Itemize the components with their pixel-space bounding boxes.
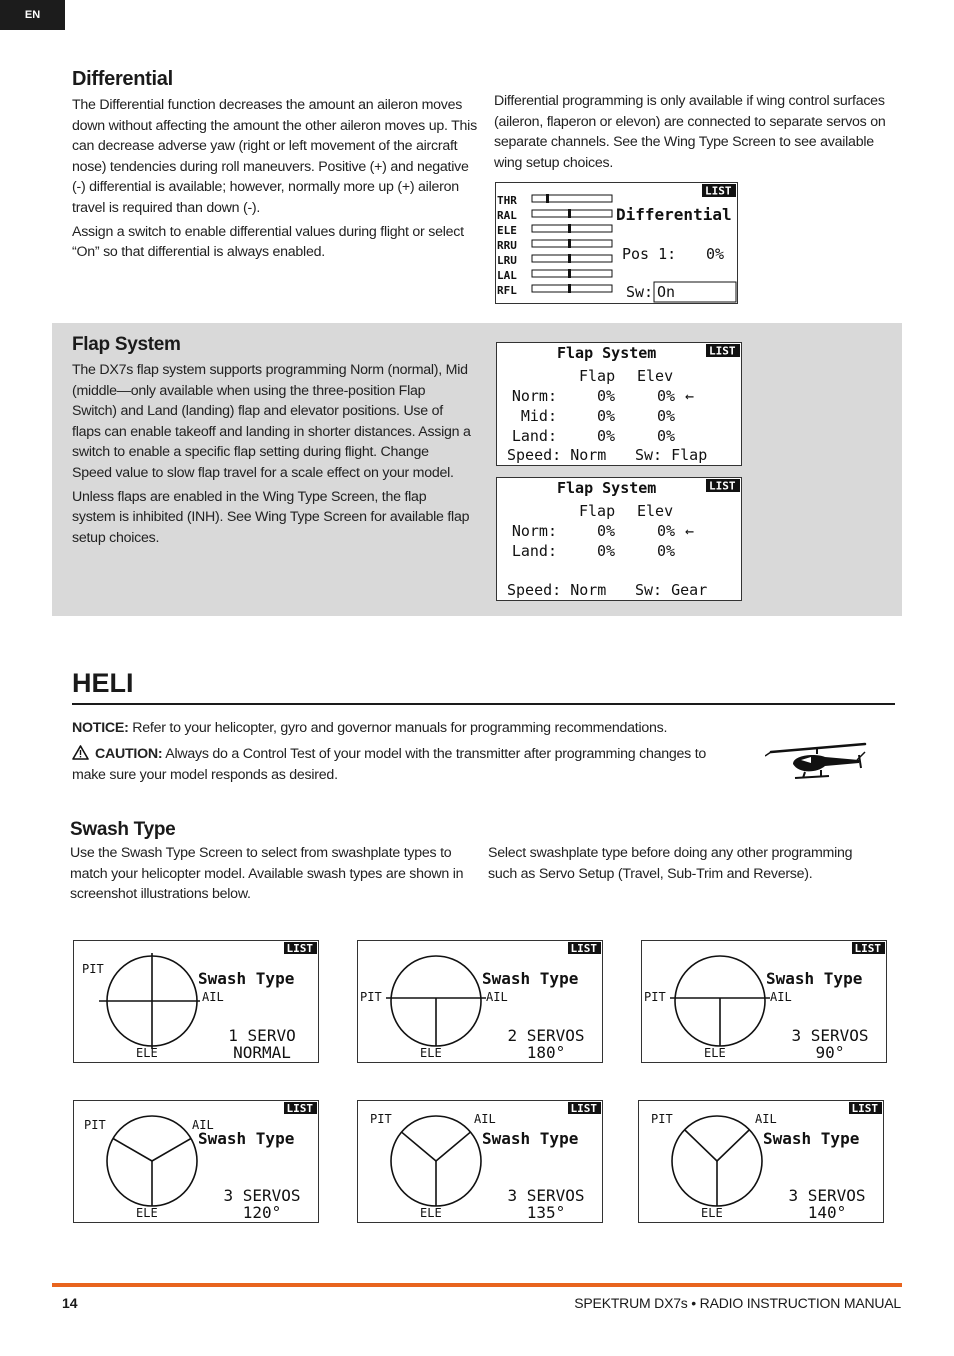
caution-text: Always do a Control Test of your model with the transmitter after programming changes to make sure your model responds as desired. — [72, 746, 707, 783]
flap-system-heading: Flap System — [72, 334, 181, 355]
servo-count: 2 SERVOS — [507, 1026, 585, 1045]
swash-screen — [638, 1100, 884, 1223]
channel-marker — [568, 254, 571, 263]
aileron-label: AIL — [755, 1112, 777, 1126]
elev-value: 0% — [657, 522, 676, 540]
channel-marker — [568, 284, 571, 293]
list-badge-label: LIST — [286, 942, 313, 955]
flap-value: 0% — [597, 522, 616, 540]
aileron-label: AIL — [474, 1112, 496, 1126]
screen-title: Swash Type — [198, 1129, 295, 1148]
screen-title: Swash Type — [198, 969, 295, 988]
differential-text-left — [72, 95, 477, 266]
elev-value: 0% — [657, 387, 676, 405]
flap-value: 0% — [597, 427, 616, 445]
screen-title: Flap System — [557, 344, 657, 362]
swash-angle: 140° — [807, 1203, 847, 1222]
servo-count: 3 SERVOS — [507, 1186, 585, 1205]
servo-link-line — [152, 1139, 191, 1162]
flap-paragraph-2: Unless flaps are enabled in the Wing Type Screen, the flap system is inhibited (INH). See Wing Type Screen for available flap setup choices. — [72, 488, 470, 546]
flap-screen-1 — [496, 342, 742, 466]
servo-count: 3 SERVOS — [791, 1026, 869, 1045]
caution-label: CAUTION: — [95, 746, 163, 762]
swash-text-right — [488, 843, 883, 887]
swash-paragraph-2: Select swashplate type before doing any other programming such as Servo Setup (Travel, Sub-Trim and Reverse). — [488, 845, 853, 882]
page-number: 14 — [62, 1295, 78, 1311]
channel-label: RAL — [497, 209, 517, 222]
servo-link-line — [402, 1132, 436, 1161]
elevator-label: ELE — [136, 1046, 158, 1060]
screen-title: Swash Type — [482, 969, 579, 988]
channel-bar — [532, 255, 612, 262]
flap-screen-2 — [496, 477, 742, 601]
row-label: Norm: — [511, 522, 557, 540]
switch-setting: Sw: Flap — [635, 446, 708, 464]
differential-paragraph-1: The Differential function decreases the amount an aileron moves down without affecting the amount the other aileron moves up. This can decrease adverse yaw (right or left movement of the aircraft nose) tendencies during roll maneuvers. Positive (+) and negative (-) differential is available; however, normally more up (+) aileron travel is required than down (-). — [72, 97, 477, 216]
swash-angle: 180° — [526, 1043, 566, 1062]
channel-bar — [532, 240, 612, 247]
channel-bar — [532, 285, 612, 292]
servo-count: 3 SERVOS — [223, 1186, 301, 1205]
screen-title: Flap System — [557, 479, 657, 497]
pos-value: 0% — [706, 245, 725, 263]
cursor-arrow-icon: ← — [685, 387, 695, 405]
swash-angle: 90° — [815, 1043, 845, 1062]
flap-rows — [512, 522, 694, 560]
row-label: Mid: — [520, 407, 557, 425]
swash-screen — [357, 1100, 603, 1223]
footer-title: SPEKTRUM DX7s • RADIO INSTRUCTION MANUAL — [574, 1295, 901, 1311]
swash-screen — [73, 1100, 319, 1223]
list-badge-label: LIST — [709, 479, 736, 493]
swash-angle: NORMAL — [233, 1043, 291, 1062]
pitch-label: PIT — [644, 990, 666, 1004]
list-badge-label: LIST — [851, 1102, 878, 1115]
elevator-label: ELE — [136, 1206, 158, 1220]
notice-text: Refer to your helicopter, gyro and governor manuals for programming recommendations. — [128, 720, 668, 736]
aileron-label: AIL — [770, 990, 792, 1004]
screen-title: Swash Type — [482, 1129, 579, 1148]
pitch-label: PIT — [651, 1112, 673, 1126]
channel-marker — [568, 209, 571, 218]
differential-screen — [495, 182, 738, 304]
channel-list — [497, 194, 612, 297]
elev-value: 0% — [657, 407, 676, 425]
notice-label: NOTICE: — [72, 720, 129, 736]
pitch-label: PIT — [360, 990, 382, 1004]
channel-marker — [568, 239, 571, 248]
channel-label: THR — [497, 194, 517, 207]
servo-link-line — [685, 1130, 717, 1161]
servo-count: 1 SERVO — [228, 1026, 296, 1045]
elev-value: 0% — [657, 427, 676, 445]
col-flap-header: Flap — [579, 502, 616, 520]
list-badge-label: LIST — [705, 184, 732, 198]
aileron-label: AIL — [202, 990, 224, 1004]
switch-setting: Sw: Gear — [635, 581, 708, 599]
col-flap-header: Flap — [579, 367, 616, 385]
channel-marker — [568, 224, 571, 233]
aileron-label: AIL — [486, 990, 508, 1004]
swash-paragraph-1: Use the Swash Type Screen to select from swashplate types to match your helicopter model. Available swash types are shown in screenshot illustrations below. — [70, 845, 464, 903]
screen-title: Swash Type — [766, 969, 863, 988]
col-elev-header: Elev — [637, 367, 674, 385]
servo-link-line — [436, 1132, 470, 1161]
screen-title: Swash Type — [763, 1129, 860, 1148]
switch-value: On — [657, 283, 676, 301]
flap-rows — [512, 387, 694, 445]
list-badge-label: LIST — [570, 942, 597, 955]
col-elev-header: Elev — [637, 502, 674, 520]
swash-screen — [357, 940, 603, 1063]
channel-label: ELE — [497, 224, 517, 237]
footer-divider — [52, 1283, 902, 1287]
servo-link-line — [113, 1139, 152, 1162]
caution-block — [72, 744, 732, 788]
row-label: Norm: — [511, 387, 557, 405]
flap-system-text — [72, 360, 472, 551]
flap-paragraph-1: The DX7s flap system supports programming Norm (normal), Mid (middle—only available when using the three-position Flap Switch) and Land (landing) flap and elevator positions. Use of flaps can enable takeoff and landing in shorter distances. Assign a switch to enable a specific flap setting during flight. Change Speed value to slow flap travel for a scale effect on your model. — [72, 362, 471, 481]
pitch-label: PIT — [370, 1112, 392, 1126]
row-label: Land: — [511, 542, 557, 560]
heli-divider — [72, 703, 895, 705]
swash-angle: 135° — [526, 1203, 566, 1222]
notice-block — [72, 718, 752, 742]
channel-label: LAL — [497, 269, 517, 282]
list-badge-label: LIST — [854, 942, 881, 955]
channel-label: RRU — [497, 239, 517, 252]
flap-value: 0% — [597, 387, 616, 405]
elev-value: 0% — [657, 542, 676, 560]
language-tab: EN — [0, 0, 65, 30]
row-label: Land: — [511, 427, 557, 445]
list-badge-label: LIST — [286, 1102, 313, 1115]
speed-setting: Speed: Norm — [507, 446, 607, 464]
warning-triangle-icon — [72, 745, 89, 760]
channel-label: RFL — [497, 284, 517, 297]
flap-value: 0% — [597, 407, 616, 425]
elevator-label: ELE — [701, 1206, 723, 1220]
pitch-label: PIT — [84, 1118, 106, 1132]
elevator-label: ELE — [704, 1046, 726, 1060]
differential-heading: Differential — [72, 68, 173, 90]
screen-title: Differential — [616, 205, 732, 224]
speed-setting: Speed: Norm — [507, 581, 607, 599]
flap-value: 0% — [597, 542, 616, 560]
channel-bar — [532, 270, 612, 277]
cursor-arrow-icon: ← — [685, 522, 695, 540]
channel-marker — [546, 194, 549, 203]
channel-bar — [532, 210, 612, 217]
pos-label: Pos 1: — [622, 245, 677, 263]
swash-angle: 120° — [242, 1203, 282, 1222]
elevator-label: ELE — [420, 1046, 442, 1060]
channel-bar — [532, 225, 612, 232]
switch-label: Sw: — [626, 283, 654, 301]
differential-paragraph-3: Differential programming is only available if wing control surfaces (aileron, flaperon or elevon) are connected to separate servos on separate channels. See the Wing Type Screen to see available wing setup choices. — [494, 93, 886, 171]
servo-link-line — [717, 1130, 749, 1161]
aileron-label: AIL — [192, 1118, 214, 1132]
swash-screen — [641, 940, 887, 1063]
heli-heading: HELI — [72, 668, 134, 698]
list-badge-label: LIST — [570, 1102, 597, 1115]
swash-type-heading: Swash Type — [70, 819, 176, 840]
helicopter-icon — [765, 740, 869, 786]
list-badge-label: LIST — [709, 344, 736, 358]
channel-bar — [532, 195, 612, 202]
differential-text-right — [494, 91, 899, 176]
channel-label: LRU — [497, 254, 517, 267]
swash-text-left — [70, 843, 465, 908]
differential-paragraph-2: Assign a switch to enable differential values during flight or select “On” so that differential is always enabled. — [72, 223, 464, 261]
elevator-label: ELE — [420, 1206, 442, 1220]
swash-screen — [73, 940, 319, 1063]
channel-marker — [568, 269, 571, 278]
pitch-label: PIT — [82, 962, 104, 976]
servo-count: 3 SERVOS — [788, 1186, 866, 1205]
